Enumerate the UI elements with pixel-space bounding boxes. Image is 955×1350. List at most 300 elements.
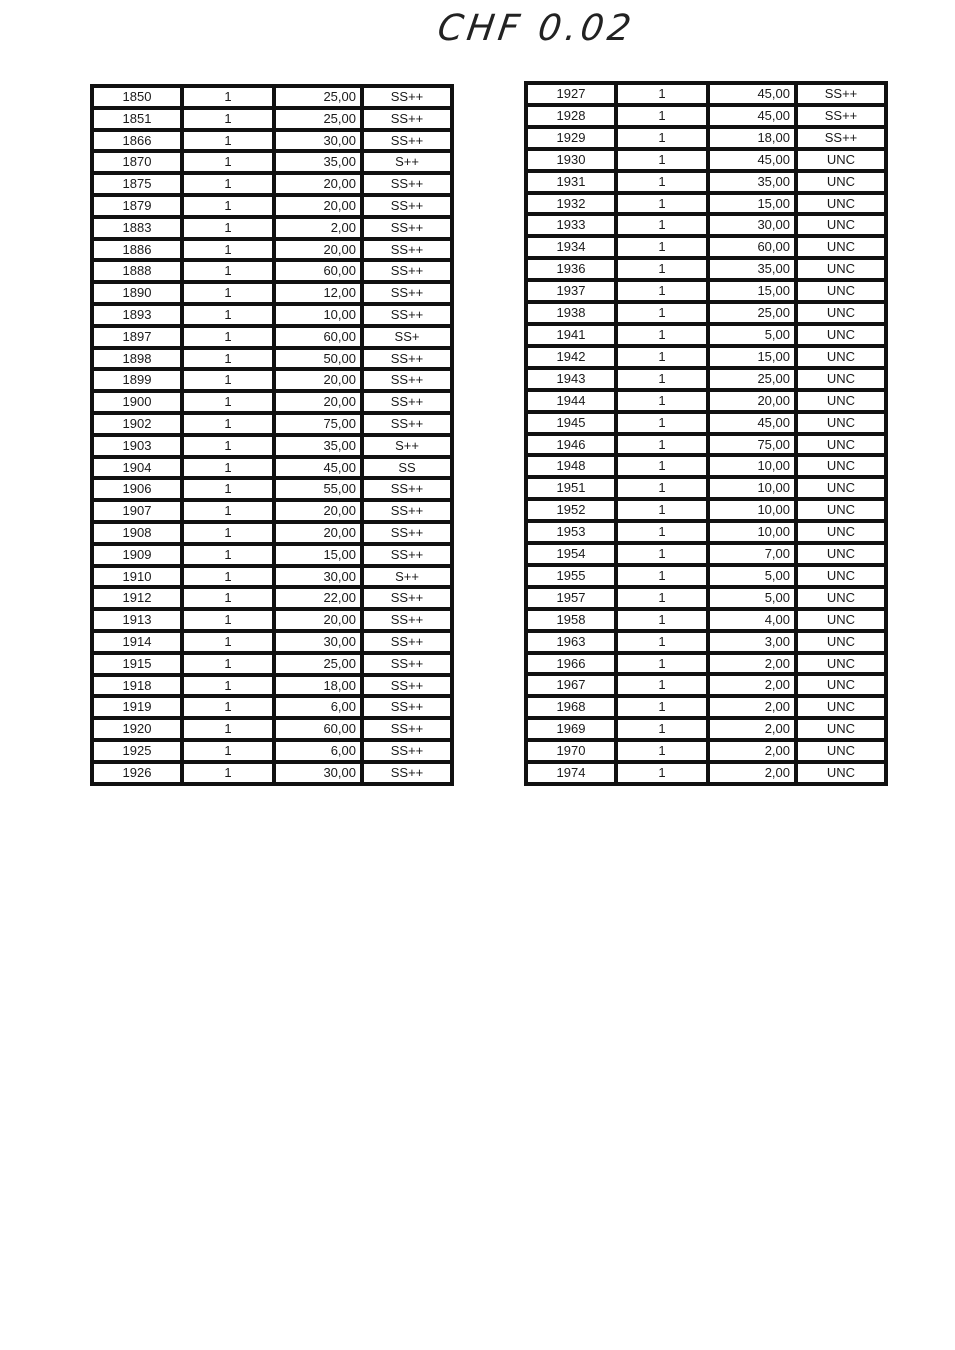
price-cell: 50,00	[274, 348, 362, 370]
year-cell: 1914	[92, 631, 182, 653]
grade-cell: UNC	[796, 565, 886, 587]
grade-cell: UNC	[796, 455, 886, 477]
quantity-cell: 1	[182, 500, 274, 522]
year-cell: 1954	[526, 543, 616, 565]
price-cell: 6,00	[274, 696, 362, 718]
year-cell: 1897	[92, 326, 182, 348]
quantity-cell: 1	[182, 740, 274, 762]
quantity-cell: 1	[616, 302, 708, 324]
year-cell: 1926	[92, 762, 182, 784]
table-row	[526, 434, 886, 456]
grade-cell: SS++	[362, 653, 452, 675]
quantity-cell: 1	[616, 477, 708, 499]
table-row	[92, 478, 452, 500]
grade-cell: SS++	[362, 675, 452, 697]
price-cell: 2,00	[274, 217, 362, 239]
quantity-cell: 1	[616, 390, 708, 412]
coin-table-right	[524, 81, 888, 786]
year-cell: 1955	[526, 565, 616, 587]
quantity-cell: 1	[616, 696, 708, 718]
year-cell: 1974	[526, 762, 616, 784]
table-row	[526, 127, 886, 149]
quantity-cell: 1	[182, 108, 274, 130]
year-cell: 1909	[92, 544, 182, 566]
price-cell: 22,00	[274, 587, 362, 609]
year-cell: 1906	[92, 478, 182, 500]
quantity-cell: 1	[616, 609, 708, 631]
table-row	[526, 258, 886, 280]
table-row	[92, 260, 452, 282]
table-row	[92, 762, 452, 784]
table-row	[526, 718, 886, 740]
grade-cell: UNC	[796, 740, 886, 762]
table-row	[92, 326, 452, 348]
table-row	[92, 217, 452, 239]
grade-cell: UNC	[796, 609, 886, 631]
table-row	[526, 740, 886, 762]
quantity-cell: 1	[182, 587, 274, 609]
grade-cell: SS++	[362, 173, 452, 195]
quantity-cell: 1	[616, 653, 708, 675]
quantity-cell: 1	[616, 565, 708, 587]
grade-cell: SS++	[362, 304, 452, 326]
quantity-cell: 1	[616, 171, 708, 193]
table-row	[526, 631, 886, 653]
price-cell: 75,00	[708, 434, 796, 456]
price-cell: 35,00	[274, 151, 362, 173]
quantity-cell: 1	[182, 304, 274, 326]
table-row	[92, 369, 452, 391]
price-cell: 5,00	[708, 587, 796, 609]
quantity-cell: 1	[182, 478, 274, 500]
quantity-cell: 1	[182, 544, 274, 566]
price-cell: 30,00	[274, 130, 362, 152]
grade-cell: SS++	[362, 609, 452, 631]
year-cell: 1915	[92, 653, 182, 675]
year-cell: 1967	[526, 674, 616, 696]
table-row	[526, 499, 886, 521]
quantity-cell: 1	[182, 609, 274, 631]
table-row	[526, 346, 886, 368]
grade-cell: SS++	[362, 544, 452, 566]
table-row	[526, 587, 886, 609]
table-row	[92, 631, 452, 653]
grade-cell: UNC	[796, 674, 886, 696]
table-row	[92, 740, 452, 762]
price-cell: 15,00	[708, 193, 796, 215]
price-cell: 45,00	[708, 149, 796, 171]
quantity-cell: 1	[616, 193, 708, 215]
grade-cell: UNC	[796, 434, 886, 456]
price-cell: 5,00	[708, 324, 796, 346]
table-row	[92, 718, 452, 740]
table-row	[526, 302, 886, 324]
grade-cell: SS++	[362, 348, 452, 370]
grade-cell: S++	[362, 151, 452, 173]
grade-cell: SS++	[796, 83, 886, 105]
grade-cell: SS++	[362, 195, 452, 217]
quantity-cell: 1	[616, 499, 708, 521]
grade-cell: SS++	[796, 127, 886, 149]
grade-cell: UNC	[796, 718, 886, 740]
quantity-cell: 1	[616, 258, 708, 280]
price-cell: 18,00	[708, 127, 796, 149]
grade-cell: SS++	[362, 762, 452, 784]
table-row	[92, 86, 452, 108]
grade-cell: UNC	[796, 477, 886, 499]
table-row	[92, 108, 452, 130]
grade-cell: UNC	[796, 587, 886, 609]
price-cell: 45,00	[708, 83, 796, 105]
quantity-cell: 1	[182, 151, 274, 173]
quantity-cell: 1	[616, 412, 708, 434]
price-cell: 60,00	[274, 326, 362, 348]
quantity-cell: 1	[616, 324, 708, 346]
price-cell: 60,00	[274, 260, 362, 282]
price-cell: 45,00	[274, 457, 362, 479]
table-row	[92, 544, 452, 566]
year-cell: 1941	[526, 324, 616, 346]
grade-cell: SS++	[362, 217, 452, 239]
year-cell: 1890	[92, 282, 182, 304]
year-cell: 1952	[526, 499, 616, 521]
price-cell: 2,00	[708, 653, 796, 675]
year-cell: 1893	[92, 304, 182, 326]
grade-cell: SS++	[362, 130, 452, 152]
quantity-cell: 1	[182, 239, 274, 261]
quantity-cell: 1	[182, 217, 274, 239]
quantity-cell: 1	[616, 280, 708, 302]
quantity-cell: 1	[616, 368, 708, 390]
grade-cell: UNC	[796, 543, 886, 565]
table-row	[526, 83, 886, 105]
year-cell: 1888	[92, 260, 182, 282]
grade-cell: SS++	[362, 718, 452, 740]
year-cell: 1913	[92, 609, 182, 631]
quantity-cell: 1	[616, 674, 708, 696]
grade-cell: SS++	[362, 369, 452, 391]
quantity-cell: 1	[616, 762, 708, 784]
grade-cell: UNC	[796, 214, 886, 236]
quantity-cell: 1	[182, 762, 274, 784]
table-row	[92, 522, 452, 544]
table-row	[526, 762, 886, 784]
year-cell: 1942	[526, 346, 616, 368]
table-row	[92, 173, 452, 195]
quantity-cell: 1	[616, 543, 708, 565]
price-cell: 55,00	[274, 478, 362, 500]
quantity-cell: 1	[182, 260, 274, 282]
year-cell: 1958	[526, 609, 616, 631]
year-cell: 1902	[92, 413, 182, 435]
grade-cell: UNC	[796, 346, 886, 368]
price-cell: 18,00	[274, 675, 362, 697]
price-cell: 4,00	[708, 609, 796, 631]
year-cell: 1910	[92, 566, 182, 588]
grade-cell: SS++	[362, 740, 452, 762]
table-row	[526, 149, 886, 171]
table-row	[526, 171, 886, 193]
year-cell: 1936	[526, 258, 616, 280]
price-cell: 20,00	[274, 239, 362, 261]
table-row	[92, 653, 452, 675]
grade-cell: SS++	[796, 105, 886, 127]
year-cell: 1919	[92, 696, 182, 718]
price-cell: 20,00	[274, 195, 362, 217]
price-cell: 10,00	[708, 477, 796, 499]
price-cell: 3,00	[708, 631, 796, 653]
grade-cell: SS++	[362, 282, 452, 304]
year-cell: 1904	[92, 457, 182, 479]
table-row	[92, 696, 452, 718]
quantity-cell: 1	[616, 83, 708, 105]
quantity-cell: 1	[182, 522, 274, 544]
grade-cell: UNC	[796, 193, 886, 215]
price-cell: 20,00	[274, 391, 362, 413]
price-cell: 30,00	[274, 566, 362, 588]
table-row	[526, 609, 886, 631]
price-cell: 5,00	[708, 565, 796, 587]
grade-cell: UNC	[796, 171, 886, 193]
year-cell: 1898	[92, 348, 182, 370]
price-cell: 25,00	[274, 108, 362, 130]
year-cell: 1899	[92, 369, 182, 391]
year-cell: 1948	[526, 455, 616, 477]
quantity-cell: 1	[182, 369, 274, 391]
grade-cell: SS	[362, 457, 452, 479]
year-cell: 1908	[92, 522, 182, 544]
year-cell: 1907	[92, 500, 182, 522]
table-row	[92, 304, 452, 326]
year-cell: 1918	[92, 675, 182, 697]
price-cell: 10,00	[708, 455, 796, 477]
coin-table-left	[90, 84, 454, 786]
quantity-cell: 1	[182, 413, 274, 435]
year-cell: 1953	[526, 521, 616, 543]
grade-cell: SS++	[362, 587, 452, 609]
quantity-cell: 1	[616, 127, 708, 149]
table-row	[526, 696, 886, 718]
quantity-cell: 1	[182, 696, 274, 718]
table-row	[526, 280, 886, 302]
quantity-cell: 1	[182, 348, 274, 370]
year-cell: 1870	[92, 151, 182, 173]
price-cell: 15,00	[274, 544, 362, 566]
year-cell: 1883	[92, 217, 182, 239]
grade-cell: UNC	[796, 324, 886, 346]
price-cell: 35,00	[274, 435, 362, 457]
price-cell: 20,00	[274, 522, 362, 544]
table-row	[92, 130, 452, 152]
grade-cell: SS++	[362, 696, 452, 718]
quantity-cell: 1	[616, 105, 708, 127]
price-cell: 20,00	[274, 173, 362, 195]
table-row	[92, 609, 452, 631]
table-row	[526, 236, 886, 258]
quantity-cell: 1	[182, 566, 274, 588]
table-row	[92, 457, 452, 479]
year-cell: 1933	[526, 214, 616, 236]
table-row	[92, 151, 452, 173]
quantity-cell: 1	[616, 236, 708, 258]
quantity-cell: 1	[616, 521, 708, 543]
price-cell: 25,00	[708, 368, 796, 390]
year-cell: 1931	[526, 171, 616, 193]
year-cell: 1951	[526, 477, 616, 499]
grade-cell: UNC	[796, 368, 886, 390]
price-cell: 20,00	[708, 390, 796, 412]
quantity-cell: 1	[182, 173, 274, 195]
grade-cell: UNC	[796, 258, 886, 280]
grade-cell: SS+	[362, 326, 452, 348]
grade-cell: SS++	[362, 239, 452, 261]
year-cell: 1970	[526, 740, 616, 762]
table-row	[526, 543, 886, 565]
handwritten-title: CHF 0.02	[435, 8, 638, 49]
price-cell: 10,00	[274, 304, 362, 326]
quantity-cell: 1	[182, 391, 274, 413]
grade-cell: UNC	[796, 631, 886, 653]
quantity-cell: 1	[616, 346, 708, 368]
year-cell: 1934	[526, 236, 616, 258]
quantity-cell: 1	[616, 434, 708, 456]
table-row	[92, 675, 452, 697]
year-cell: 1957	[526, 587, 616, 609]
grade-cell: SS++	[362, 500, 452, 522]
quantity-cell: 1	[616, 214, 708, 236]
grade-cell: SS++	[362, 522, 452, 544]
table-row	[92, 348, 452, 370]
grade-cell: UNC	[796, 412, 886, 434]
year-cell: 1945	[526, 412, 616, 434]
grade-cell: SS++	[362, 86, 452, 108]
price-cell: 60,00	[274, 718, 362, 740]
year-cell: 1912	[92, 587, 182, 609]
table-row	[526, 565, 886, 587]
price-cell: 60,00	[708, 236, 796, 258]
year-cell: 1963	[526, 631, 616, 653]
quantity-cell: 1	[182, 675, 274, 697]
price-cell: 35,00	[708, 258, 796, 280]
table-row	[526, 390, 886, 412]
year-cell: 1966	[526, 653, 616, 675]
table-row	[92, 500, 452, 522]
grade-cell: UNC	[796, 149, 886, 171]
table-row	[526, 214, 886, 236]
year-cell: 1900	[92, 391, 182, 413]
year-cell: 1920	[92, 718, 182, 740]
year-cell: 1903	[92, 435, 182, 457]
table-row	[526, 412, 886, 434]
year-cell: 1927	[526, 83, 616, 105]
quantity-cell: 1	[182, 435, 274, 457]
year-cell: 1925	[92, 740, 182, 762]
grade-cell: SS++	[362, 478, 452, 500]
price-cell: 2,00	[708, 674, 796, 696]
grade-cell: SS++	[362, 413, 452, 435]
price-cell: 45,00	[708, 412, 796, 434]
price-cell: 20,00	[274, 609, 362, 631]
table-row	[526, 477, 886, 499]
price-cell: 30,00	[274, 631, 362, 653]
price-cell: 7,00	[708, 543, 796, 565]
quantity-cell: 1	[182, 457, 274, 479]
table-row	[526, 521, 886, 543]
price-cell: 2,00	[708, 696, 796, 718]
price-cell: 30,00	[274, 762, 362, 784]
table-row	[92, 282, 452, 304]
table-row	[92, 239, 452, 261]
grade-cell: UNC	[796, 302, 886, 324]
table-row	[92, 195, 452, 217]
quantity-cell: 1	[616, 149, 708, 171]
grade-cell: SS++	[362, 391, 452, 413]
grade-cell: S++	[362, 566, 452, 588]
quantity-cell: 1	[182, 718, 274, 740]
year-cell: 1969	[526, 718, 616, 740]
grade-cell: UNC	[796, 521, 886, 543]
price-cell: 2,00	[708, 740, 796, 762]
quantity-cell: 1	[616, 740, 708, 762]
year-cell: 1930	[526, 149, 616, 171]
grade-cell: UNC	[796, 653, 886, 675]
grade-cell: UNC	[796, 236, 886, 258]
price-cell: 25,00	[708, 302, 796, 324]
price-cell: 10,00	[708, 521, 796, 543]
price-cell: 45,00	[708, 105, 796, 127]
quantity-cell: 1	[182, 653, 274, 675]
price-cell: 35,00	[708, 171, 796, 193]
price-cell: 20,00	[274, 500, 362, 522]
table-row	[526, 368, 886, 390]
year-cell: 1879	[92, 195, 182, 217]
table-row	[92, 413, 452, 435]
quantity-cell: 1	[616, 718, 708, 740]
grade-cell: UNC	[796, 762, 886, 784]
quantity-cell: 1	[182, 86, 274, 108]
year-cell: 1946	[526, 434, 616, 456]
year-cell: 1929	[526, 127, 616, 149]
year-cell: 1968	[526, 696, 616, 718]
grade-cell: UNC	[796, 280, 886, 302]
price-cell: 2,00	[708, 762, 796, 784]
table-row	[526, 324, 886, 346]
quantity-cell: 1	[182, 130, 274, 152]
price-cell: 15,00	[708, 346, 796, 368]
year-cell: 1932	[526, 193, 616, 215]
price-cell: 25,00	[274, 653, 362, 675]
table-row	[92, 587, 452, 609]
grade-cell: SS++	[362, 260, 452, 282]
table-row	[92, 391, 452, 413]
grade-cell: UNC	[796, 696, 886, 718]
table-row	[526, 653, 886, 675]
price-cell: 30,00	[708, 214, 796, 236]
year-cell: 1937	[526, 280, 616, 302]
year-cell: 1928	[526, 105, 616, 127]
quantity-cell: 1	[616, 455, 708, 477]
price-cell: 15,00	[708, 280, 796, 302]
price-cell: 75,00	[274, 413, 362, 435]
price-cell: 12,00	[274, 282, 362, 304]
quantity-cell: 1	[182, 631, 274, 653]
grade-cell: SS++	[362, 108, 452, 130]
quantity-cell: 1	[616, 587, 708, 609]
table-row	[526, 674, 886, 696]
grade-cell: SS++	[362, 631, 452, 653]
quantity-cell: 1	[616, 631, 708, 653]
year-cell: 1944	[526, 390, 616, 412]
